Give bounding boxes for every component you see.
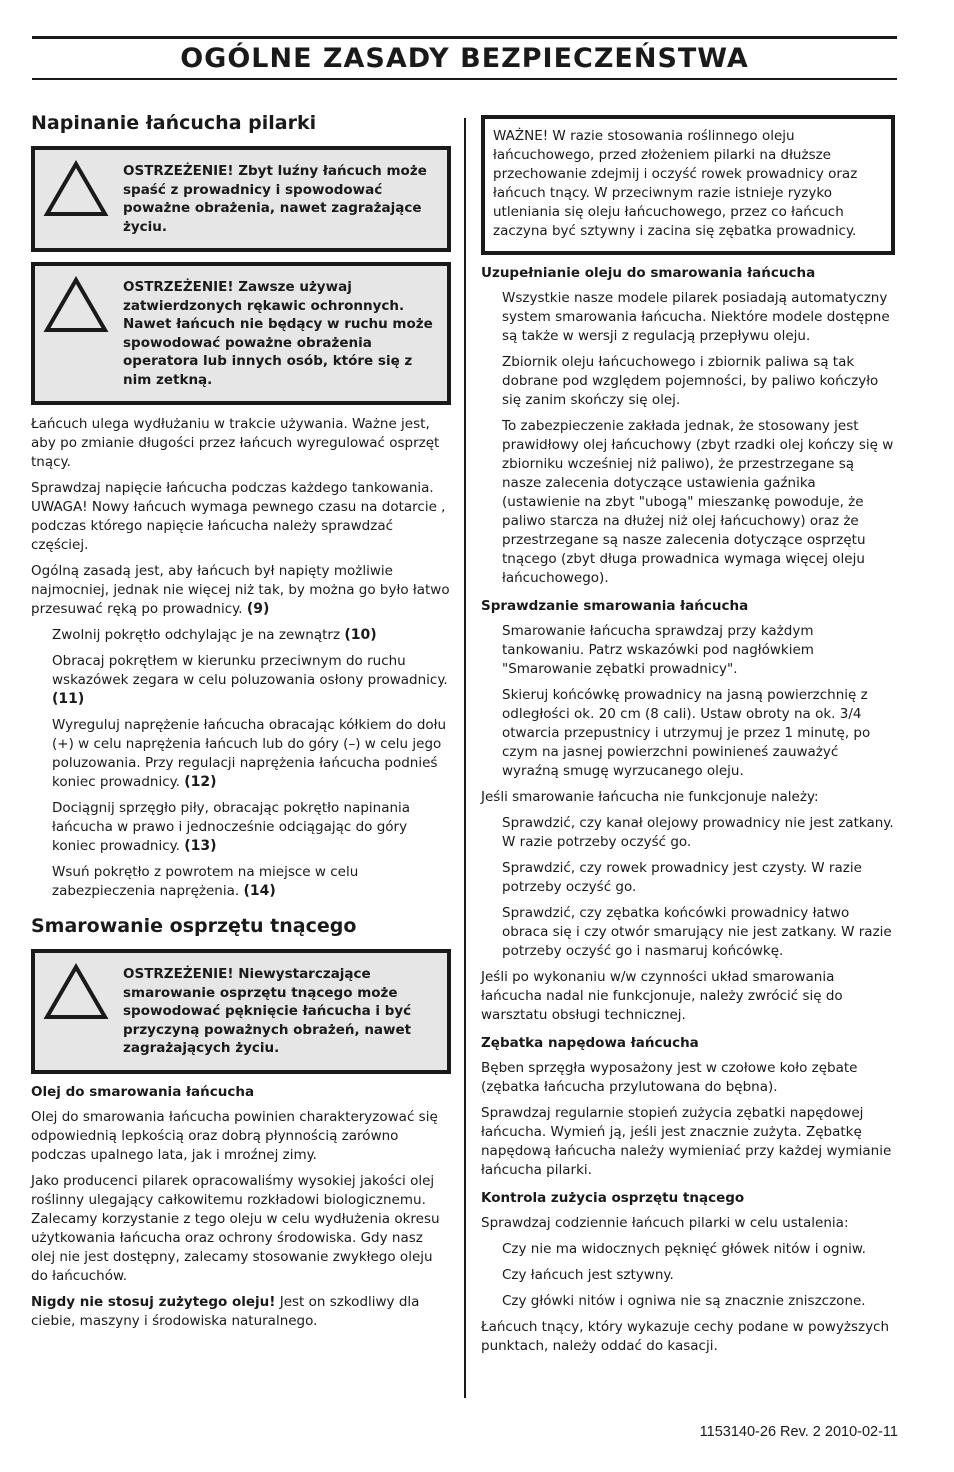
figure-ref: (11) [52,691,85,707]
paragraph: Skieruj końcówkę prowadnicy na jasną powierzchnię z odległości ok. 20 cm (8 cali). Ustaw obroty na ok. 3/4 otwarcia przepustnicy i utrzymuj je przez 1 minutę, po czym na jasnej powierzchni powinieneś zauważyć wyraźną smugę wyrzucanego oleju. [502,687,871,779]
paragraph: Sprawdzić, czy rowek prowadnicy jest czysty. W razie potrzeby oczyść go. [502,860,862,895]
warning-text: OSTRZEŻENIE! Zbyt luźny łańcuch może spaść z prowadnicy i spowodować poważne obrażenia, nawet zagrażające życiu. [123,163,427,235]
step: Obracaj pokrętłem w kierunku przeciwnym do ruchu wskazówek zegara w celu poluzowania osłony prowadnicy. (11) [52,653,448,707]
figure-ref: (12) [184,774,217,790]
paragraph: Nigdy nie stosuj zużytego oleju! Jest on szkodliwy dla ciebie, maszyny i środowiska naturalnego. [31,1293,420,1329]
paragraph: Wszystkie nasze modele pilarek posiadają automatyczny system smarowania łańcucha. Niektóre modele dostępne są także w wersji z regulacją przepływu oleju. [502,290,890,344]
warning-triangle-icon [43,963,109,1021]
warning-triangle-icon [43,160,109,218]
paragraph: Olej do smarowania łańcucha powinien charakteryzować się odpowiednią lepkością oraz dobrą płynnością zarówno podczas upalnego lata, jak i mroźnej zimy. [31,1108,438,1163]
right-column [481,115,895,1363]
paragraph: Łańcuch ulega wydłużaniu w trakcie używania. Ważne jest, aby po zmianie długości przez łańcuch wyregulować osprzęt tnący. [31,416,440,470]
important-note-text: WAŻNE! W razie stosowania roślinnego oleju łańcuchowego, przed złożeniem pilarki na dłuższe przechowanie zdejmij i oczyść rowek prowadnicy oraz łańcuch tnący. W przeciwnym razie istnieje ryzyko utleniania się oleju łańcuchowego, przez co łańcuch zaczyna być sztywny i zacina się zębatka prowadnicy. [493,128,858,239]
page-title: OGÓLNE ZASADY BEZPIECZEŃSTWA [180,43,749,74]
paragraph: Czy łańcuch jest sztywny. [502,1267,674,1283]
warning-text: OSTRZEŻENIE! Zawsze używaj zatwierdzonych rękawic ochronnych. Nawet łańcuch nie będący w ruchu może spowodować poważne obrażenia operatora lub innych osób, które się z nim zetkną. [123,279,433,388]
paragraph: Łańcuch tnący, który wykazuje cechy podane w powyższych punktach, należy oddać do kasacji. [481,1319,890,1354]
warning-box [31,146,451,252]
warning-box [31,949,451,1074]
warning-triangle-icon [43,276,109,334]
page-header [32,36,897,80]
subheading-lubrication-check: Sprawdzanie smarowania łańcucha [481,598,749,614]
paragraph: Bęben sprzęgła wyposażony jest w czołowe koło zębate (zębatka łańcucha przylutowana do bębna). [481,1060,858,1095]
warning-text: OSTRZEŻENIE! Niewystarczające smarowanie osprzętu tnącego może spowodować pęknięcie łańcucha i być przyczyną poważnych obrażeń, nawet zagrażających życiu. [123,966,412,1056]
document-footer: 1153140-26 Rev. 2 2010-02-11 [699,1424,898,1440]
step: Zwolnij pokrętło odchylając je na zewnątrz (10) [52,627,377,643]
paragraph: Sprawdzić, czy kanał olejowy prowadnicy nie jest zatkany. W razie potrzeby oczyść go. [502,815,894,850]
important-note-box [481,115,895,255]
section-heading-lubrication: Smarowanie osprzętu tnącego [31,915,357,937]
step: Wyreguluj naprężenie łańcucha obracając kółkiem do dołu (+) w celu naprężenia łańcuch lub do góry (–) w celu jego poluzowania. Przy regulacji naprężenia łańcucha podnieś koniec prowadnicy. (12) [52,717,447,790]
figure-ref: (13) [184,838,217,854]
paragraph: Czy nie ma widocznych pęknięć główek nitów i ogniw. [502,1241,866,1257]
paragraph: Sprawdzaj napięcie łańcucha podczas każdego tankowania. UWAGA! Nowy łańcuch wymaga pewnego czasu na dotarcie , podczas którego napięcie łańcucha należy sprawdzać częściej. [31,480,446,553]
paragraph: Sprawdzaj regularnie stopień zużycia zębatki napędowej łańcucha. Wymień ją, jeśli jest znacznie zużyta. Zębatkę napędową łańcucha należy wymieniać przy każdej wymianie łańcucha pilarki. [481,1105,892,1178]
paragraph: Sprawdzaj codziennie łańcuch pilarki w celu ustalenia: [481,1215,849,1231]
left-column [31,108,451,1338]
paragraph: Czy główki nitów i ogniwa nie są znacznie zniszczone. [502,1293,866,1309]
step: Dociągnij sprzęgło piły, obracając pokrętło napinania łańcucha w prawo i jednocześnie odciągając do góry koniec prowadnicy. (13) [52,800,411,854]
subheading-drive-sprocket: Zębatka napędowa łańcucha [481,1035,699,1051]
subheading-chain-oil: Olej do smarowania łańcucha [31,1083,255,1100]
paragraph: Smarowanie łańcucha sprawdzaj przy każdym tankowaniu. Patrz wskazówki pod nagłówkiem "Smarowanie zębatki prowadnicy". [502,623,814,677]
paragraph: Ogólną zasadą jest, aby łańcuch był napięty możliwie najmocniej, jednak nie więcej niż tak, by można go było łatwo przesuwać ręką po prowadnicy. (9) [31,563,450,617]
paragraph: Jako producenci pilarek opracowaliśmy wysokiej jakości olej roślinny ulegający całkowitemu rozkładowi biologicznemu. Zalecamy korzystanie z tego oleju w celu wydłużenia okresu użytkowania łańcucha oraz ochrony środowiska. Gdy nasz olej nie jest dostępny, zalecamy stosowanie zwykłego oleju do łańcuchów. [31,1172,440,1284]
warning-box [31,262,451,405]
figure-ref: (14) [243,883,276,899]
figure-ref: (9) [246,601,270,617]
paragraph: Zbiornik oleju łańcuchowego i zbiornik paliwa są tak dobrane pod względem pojemności, by paliwo kończyło się zanim skończy się olej. [502,354,879,408]
figure-ref: (10) [344,627,377,643]
paragraph: Jeśli po wykonaniu w/w czynności układ smarowania łańcucha nadal nie funkcjonuje, należy zwrócić się do warsztatu obsługi technicznej. [481,969,843,1023]
step: Wsuń pokrętło z powrotem na miejsce w celu zabezpieczenia naprężenia. (14) [52,864,359,899]
paragraph: Sprawdzić, czy zębatka końcówki prowadnicy łatwo obraca się i czy otwór smarujący nie jest zatkany. W razie potrzeby oczyść go i nasmaruj końcówkę. [502,905,892,959]
subheading-oil-fill: Uzupełnianie oleju do smarowania łańcucha [481,265,816,281]
column-divider [464,118,466,1398]
paragraph: Jeśli smarowanie łańcucha nie funkcjonuje należy: [481,789,819,805]
section-heading-chain-tension: Napinanie łańcucha pilarki [31,112,317,134]
subheading-wear-check: Kontrola zużycia osprzętu tnącego [481,1190,745,1206]
paragraph: To zabezpieczenie zakłada jednak, że stosowany jest prawidłowy olej łańcuchowy (zbyt rzadki olej kończy się w zbiorniku wcześniej niż paliwo), że przestrzegane są nasze zalecenia dotyczące ustawienia gaźnika (ustawienie na zbyt "ubogą" mieszankę powoduje, że paliwo starcza na dłużej niż olej łańcuchowy) oraz że przestrzegane są nasze zalecenia dotyczące osprzętu tnącego (zbyt długa prowadnica wymaga więcej oleju łańcuchowego). [502,418,894,586]
